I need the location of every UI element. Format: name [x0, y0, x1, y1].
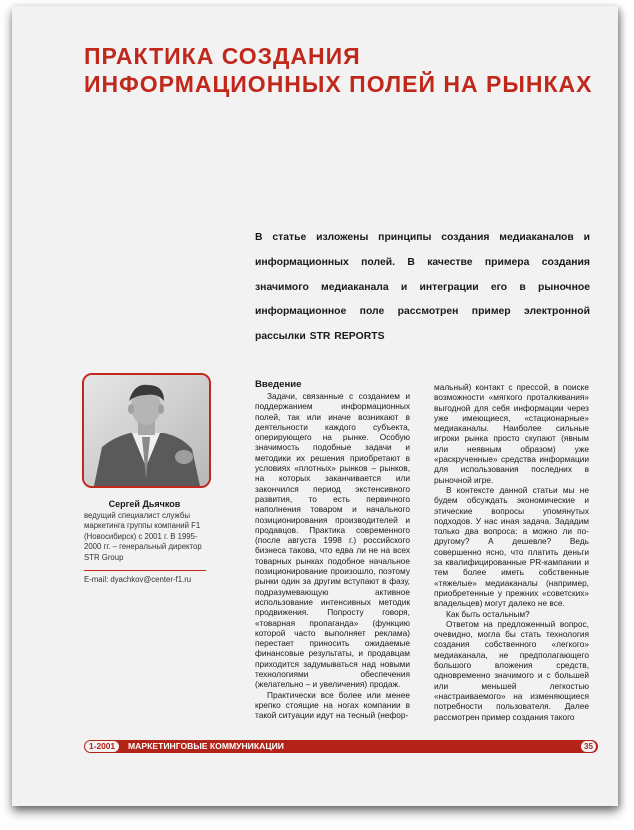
paragraph: мальный) контакт с прессой, в поиске возможности «мягкого проталкивания» выгодной для себя информации через уже имеющиеся, «стационарные» медиаканалы. Наиболее сильные игроки рынка просто скупают (явным или неявным образом) уже «раскрученные» средства информации для использования последних в рыночной игре.: [434, 382, 589, 485]
paragraph: В контексте данной статьи мы не будем обсуждать экономические и этические вопросы упомянутых подходов. У нас иная задача. Зададим только два вопроса: а можно ли по-другому? А дешевле? Ведь совершенно ясно, что платить деньги за квалифицированные PR-кампании и тем более иметь собственные «тяжелые» медиаканалы (например, приобретенные у прежних «советских» владельцев) могут далеко не все.: [434, 484, 589, 609]
magazine-page: [12, 6, 618, 806]
article-lead: В статье изложены принципы создания медиаканалов и информационных полей. В качестве примера создания значимого медиаканала и интеграции его в рыночное информационное поле рассмотрен пример электронной рассылки STR REPORTS: [255, 232, 590, 343]
issue-number: 1-2001: [85, 741, 119, 752]
paragraph: Практически все более или менее крепко стоящие на ногах компании в такой ситуации идут на тесный (нефор-: [255, 689, 410, 721]
author-email: E-mail: dyachkov@center-f1.ru: [84, 575, 192, 584]
page-number: 35: [581, 741, 596, 752]
paragraph: Задачи, связанные с созданием и поддержанием информационных полей, так или иначе возникают в деятельности каждого субъекта, оперирующего на рынке. Особую значимость подобные задачи и методики их решения приобретают в условиях «плотных» рынков – рынков, на которых заканчивается или закончился период экстенсивного развития, то есть первичного наполнения товаром и начального позиционирования производителей и продавцов. Практика современного (после августа 1998 г.) российского бизнеса такова, что едва ли не на всех товарных рынках подобное начальное позиционирование произошло, поэтому рынки один за другим вступают в фазу, подразумевающую активное использование интенсивных методик продвижения. Попросту говоря, «товарная пропаганда» (функцию которой часто выполняет реклама) перестает приносить ожидаемые финансовые результаты, и продавцам приходится задумываться над новыми технологиями обеспечения (желательно – и увеличения) продаж.: [255, 391, 410, 690]
author-photo: [82, 373, 211, 488]
author-portrait-image: [84, 375, 209, 486]
author-divider: [84, 570, 206, 571]
article-title: ПРАКТИКА СОЗДАНИЯ ИНФОРМАЦИОННЫХ ПОЛЕЙ НА РЫНКАХ: [84, 43, 593, 97]
paragraph: Ответом на предложенный вопрос, очевидно, могла бы стать технология создания собственного «легкого» медиаканала, не предполагающего большого вложения средств, одновременно значимого и с большей или меньшей легкостью «настраиваемого» на изменяющиеся потребности пользователя. Далее рассмотрен пример создания такого: [434, 618, 589, 722]
text-column-2: [434, 382, 589, 722]
magazine-section: МАРКЕТИНГОВЫЕ КОММУНИКАЦИИ: [128, 741, 284, 751]
author-name: Сергей Дьячков: [108, 499, 181, 509]
page-footer: [84, 740, 598, 753]
author-bio: ведущий специалист службы маркетинга группы компаний F1 (Новосибирск) с 2001 г. В 1995-2000 гг. – генеральный директор STR Group: [84, 511, 202, 562]
text-column-1: [255, 379, 410, 721]
paragraph: Как быть остальным?: [446, 608, 530, 619]
section-heading: Введение: [255, 379, 302, 390]
